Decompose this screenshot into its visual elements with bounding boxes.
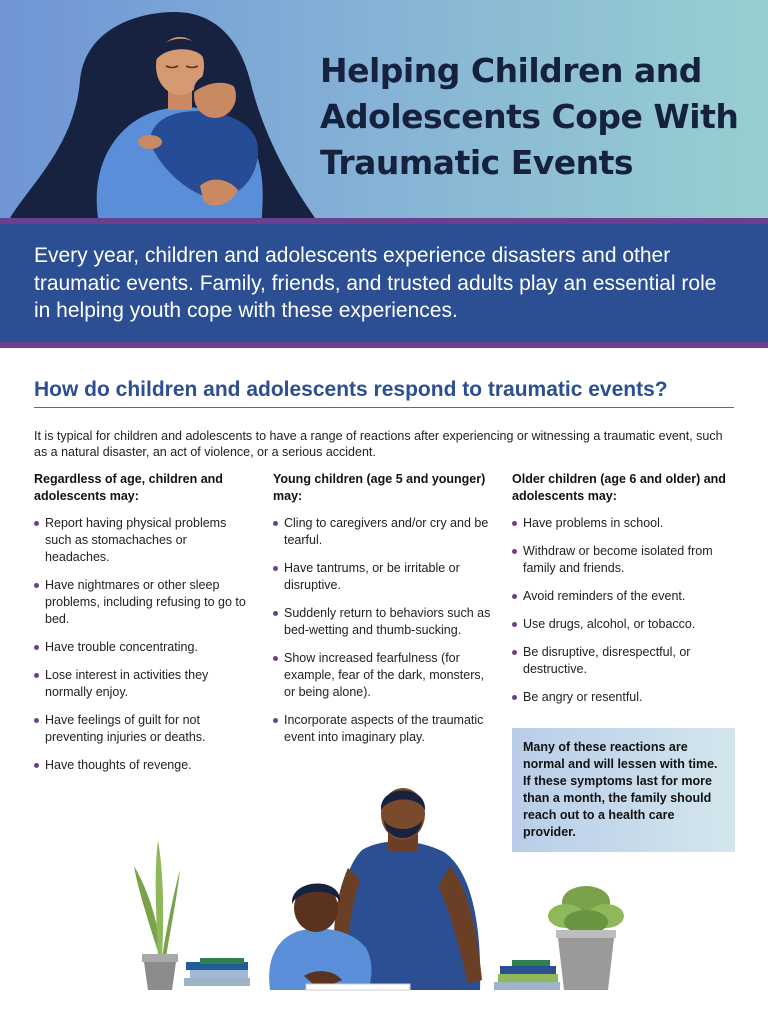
plant-right [548,886,624,990]
mother-hugging-child-illustration [0,0,320,218]
list-item: Be disruptive, disrespectful, or destructive. [512,644,732,678]
section-heading: How do children and adolescents respond to traumatic events? [34,378,668,401]
list-item: Withdraw or become isolated from family and friends. [512,543,732,577]
section-lead: It is typical for children and adolescents to have a range of reactions after experiencing or witnessing a traumatic event, such as a natural disaster, an act of violence, or a serious accident. [34,429,723,459]
list-item: Have nightmares or other sleep problems, including refusing to go to bed. [34,577,254,628]
column-young-children [273,471,493,757]
column-older-children [512,471,732,717]
list-item: Suddenly return to behaviors such as bed-wetting and thumb-sucking. [273,605,493,639]
list-item: Lose interest in activities they normally enjoy. [34,667,254,701]
list-item: Have feelings of guilt for not preventing injuries or deaths. [34,712,254,746]
list-item: Use drugs, alcohol, or tobacco. [512,616,732,633]
column-heading: Older children (age 6 and older) and adolescents may: [512,472,726,503]
list-item: Incorporate aspects of the traumatic event into imaginary play. [273,712,493,746]
header-banner [0,0,768,218]
list-item: Cling to caregivers and/or cry and be tearful. [273,515,493,549]
column-heading: Regardless of age, children and adolescents may: [34,472,223,503]
intro-text: Every year, children and adolescents experience disasters and other traumatic events. Family, friends, and trusted adults play an essential role in helping youth cope with these experiences. [34,244,717,322]
column-all-ages [34,471,254,785]
title-line: Traumatic Events [320,143,634,182]
page-title [320,48,750,186]
intro-band [0,224,768,342]
list-item: Have tantrums, or be irritable or disruptive. [273,560,493,594]
list-item: Have problems in school. [512,515,732,532]
list-item: Show increased fearfulness (for example, fear of the dark, monsters, or being alone). [273,650,493,701]
divider-bottom [0,342,768,348]
reaction-list [512,515,732,706]
list-item: Report having physical problems such as stomachaches or headaches. [34,515,254,566]
father-helping-child-study-illustration [120,780,640,1000]
title-line: Adolescents Cope With [320,97,739,136]
section-rule [34,407,734,408]
title-line: Helping Children and [320,51,702,90]
callout-text: Many of these reactions are normal and will lessen with time. If these symptoms last for more than a month, the family should reach out to a health care provider. [523,740,718,839]
reaction-list [34,515,254,774]
plant-left [134,840,180,990]
list-item: Avoid reminders of the event. [512,588,732,605]
reaction-list [273,515,493,746]
list-item: Have trouble concentrating. [34,639,254,656]
list-item: Be angry or resentful. [512,689,732,706]
column-heading: Young children (age 5 and younger) may: [273,472,486,503]
list-item: Have thoughts of revenge. [34,757,254,774]
